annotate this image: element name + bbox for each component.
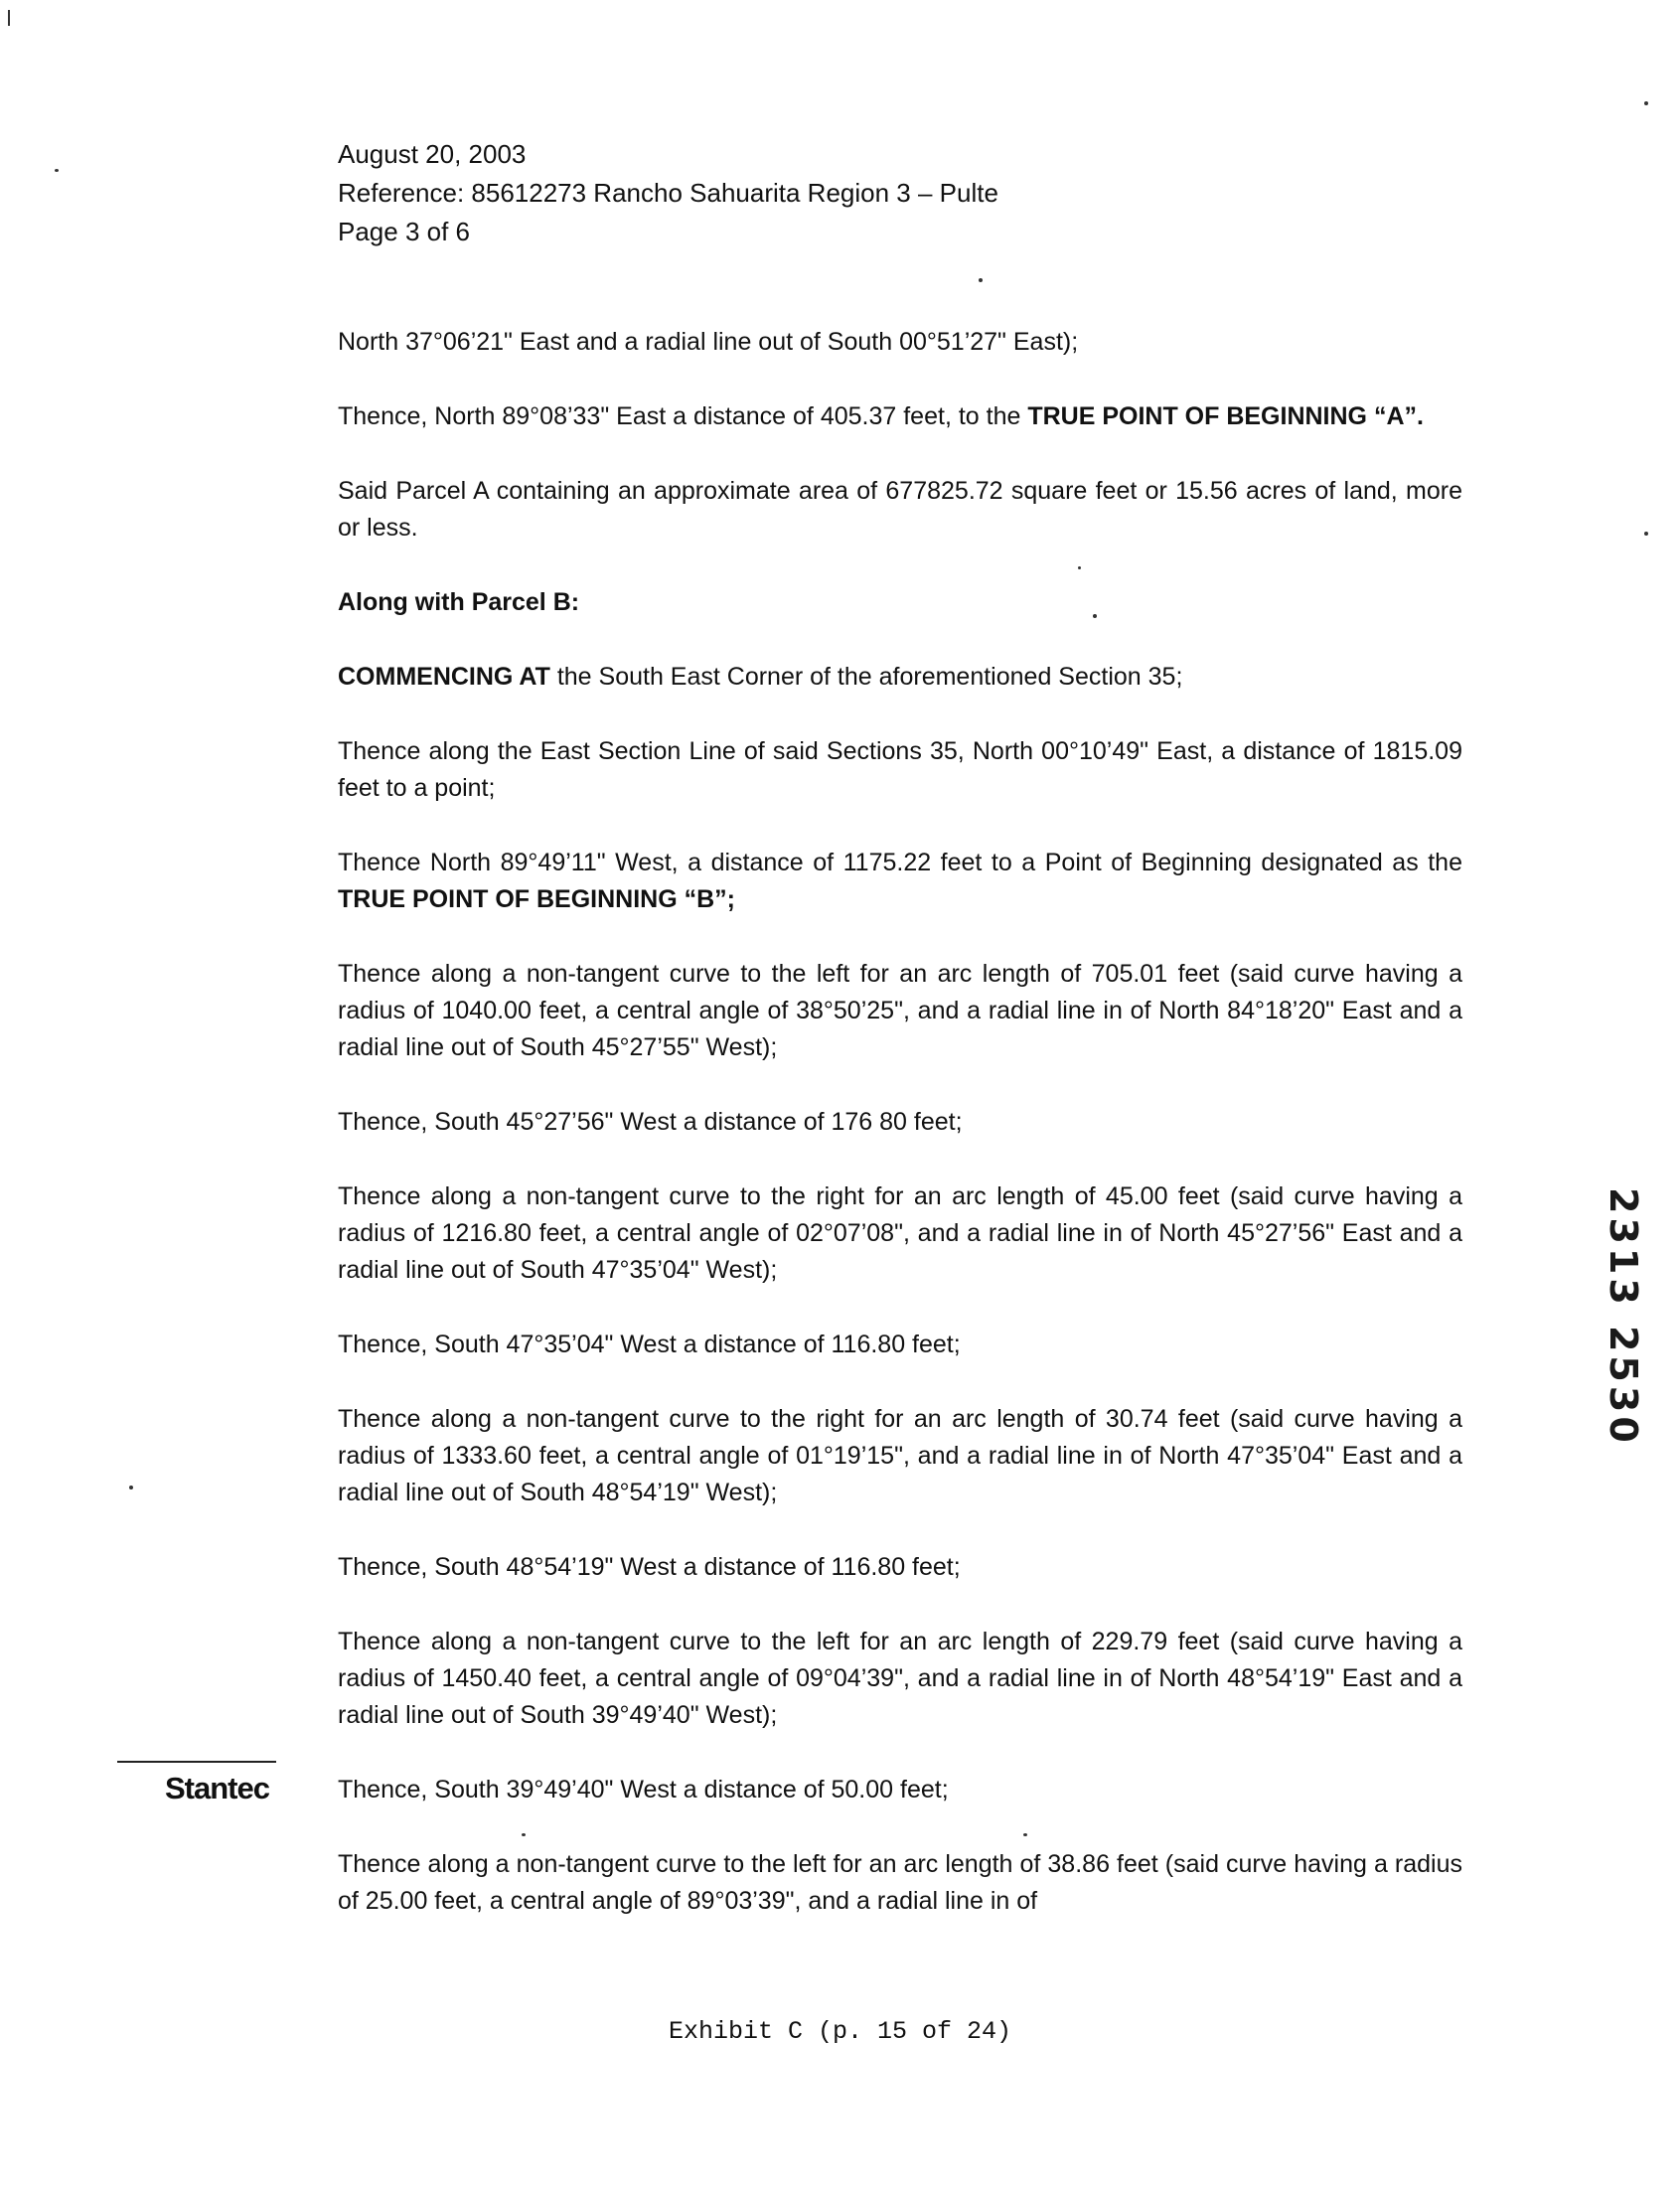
legal-description-body — [338, 324, 1462, 1920]
logo-rule — [117, 1761, 276, 1763]
header-page-number: Page 3 of 6 — [338, 217, 470, 246]
letter-header — [338, 135, 998, 251]
paragraph-true-point-a: Thence, North 89°08’33" East a distance of 405.37 feet, to the TRUE POINT OF BEGINNING “A”. — [338, 402, 1424, 430]
scan-speck — [129, 1486, 133, 1489]
recording-number: 2313 2530 — [1602, 1187, 1645, 1447]
paragraph-course-1: Thence, South 45°27’56" West a distance of 176 80 feet; — [338, 1108, 963, 1136]
scan-speck — [1644, 101, 1648, 105]
true-point-b-label: TRUE POINT OF BEGINNING “B”; — [338, 885, 735, 913]
paragraph-curve-5: Thence along a non-tangent curve to the left for an arc length of 38.86 feet (said curve having a radius of 25.00 feet, a central angle of 89°03’39", and a radial line in of — [338, 1850, 1462, 1915]
paragraph-curve-4: Thence along a non-tangent curve to the left for an arc length of 229.79 feet (said curve having a radius of 1450.40 feet, a central angle of 09°04’39", and a radial line in of North 48°54’19" East and a radial line out of South 39°49’40" West); — [338, 1628, 1462, 1729]
commencing-label: COMMENCING AT — [338, 663, 550, 691]
paragraph-course-4: Thence, South 39°49’40" West a distance of 50.00 feet; — [338, 1776, 949, 1803]
scan-speck — [55, 169, 59, 172]
paragraph-parcel-a-area: Said Parcel A containing an approximate area of 677825.72 square feet or 15.56 acres of land, more or less. — [338, 477, 1462, 542]
scan-speck — [979, 278, 983, 282]
paragraph-curve-3: Thence along a non-tangent curve to the right for an arc length of 30.74 feet (said curve having a radius of 1333.60 feet, a central angle of 01°19’15", and a radial line in of North 47°35’04" East and a radial line out of South 48°54’19" West); — [338, 1405, 1462, 1506]
paragraph-east-section-line: Thence along the East Section Line of said Sections 35, North 00°10’49" East, a distance of 1815.09 feet to a point; — [338, 737, 1462, 802]
stantec-logo: Stantec — [165, 1771, 269, 1805]
paragraph-course-2: Thence, South 47°35’04" West a distance of 116.80 feet; — [338, 1331, 961, 1358]
scan-speck — [1644, 532, 1648, 536]
paragraph-radial-line-continuation: North 37°06’21" East and a radial line out of South 00°51’27" East); — [338, 328, 1079, 356]
scan-speck — [1023, 1833, 1027, 1836]
paragraph-true-point-b: Thence North 89°49’11" West, a distance of 1175.22 feet to a Point of Beginning designated as the TRUE POINT OF BEGINNING “B”; — [338, 849, 1462, 913]
header-reference: Reference: 85612273 Rancho Sahuarita Region 3 – Pulte — [338, 178, 998, 208]
paragraph-curve-2: Thence along a non-tangent curve to the right for an arc length of 45.00 feet (said curve having a radius of 1216.80 feet, a central angle of 02°07’08", and a radial line in of North 45°27’56" East and a radial line out of South 47°35’04" West); — [338, 1182, 1462, 1284]
paragraph-curve-1: Thence along a non-tangent curve to the left for an arc length of 705.01 feet (said curve having a radius of 1040.00 feet, a central angle of 38°50’25", and a radial line in of North 84°18’20" East and a radial line out of South 45°27’55" West); — [338, 960, 1462, 1061]
scan-speck — [1078, 566, 1081, 569]
scan-speck — [8, 10, 10, 26]
scan-speck — [1093, 614, 1097, 618]
true-point-a-label: TRUE POINT OF BEGINNING “A”. — [1027, 402, 1424, 430]
exhibit-footer: Exhibit C (p. 15 of 24) — [668, 2017, 1012, 2046]
paragraph-commencing: COMMENCING AT the South East Corner of the aforementioned Section 35; — [338, 663, 1183, 691]
header-date: August 20, 2003 — [338, 139, 527, 169]
paragraph-course-3: Thence, South 48°54’19" West a distance of 116.80 feet; — [338, 1553, 961, 1581]
paragraph-parcel-b-heading: Along with Parcel B: — [338, 588, 580, 616]
scan-speck — [522, 1833, 526, 1836]
